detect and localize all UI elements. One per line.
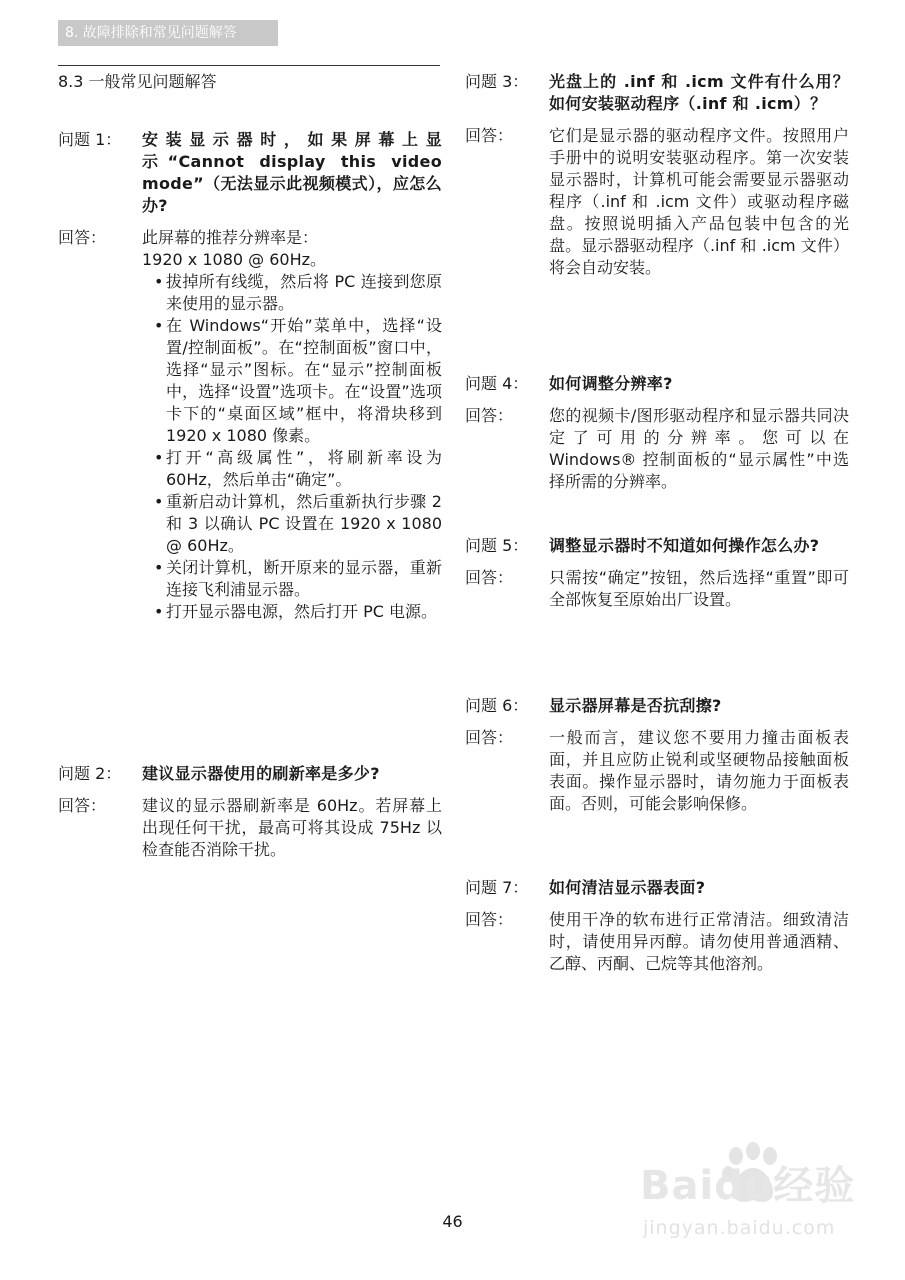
question-row bbox=[465, 71, 849, 115]
question-label: 问题 4： bbox=[465, 374, 529, 393]
question-text: 光盘上的 .inf 和 .icm 文件有什么用？如何安装驱动程序（.inf 和 .icm）？ bbox=[549, 72, 849, 113]
list-item: • 拔掉所有线缆，然后将 PC 连接到您原来使用的显示器。 bbox=[154, 271, 442, 315]
answer-text: 您的视频卡/图形驱动程序和显示器共同决定了可用的分辨率。您可以在 Windows® 控制面板的“显示属性”中选择所需的分辨率。 bbox=[549, 406, 849, 491]
answer-row bbox=[465, 909, 849, 975]
question-label: 问题 6： bbox=[465, 696, 529, 715]
watermark-logo: Baidu经验 bbox=[640, 1163, 856, 1209]
question-label: 问题 1： bbox=[58, 130, 122, 149]
list-item: • 关闭计算机，断开原来的显示器，重新连接飞利浦显示器。 bbox=[154, 557, 442, 601]
answer-row bbox=[465, 567, 849, 611]
question-row bbox=[58, 763, 442, 785]
question-label: 问题 5： bbox=[465, 536, 529, 555]
faq-item-4 bbox=[465, 373, 849, 493]
faq-item-2 bbox=[58, 763, 442, 861]
faq-item-1 bbox=[58, 129, 442, 623]
answer-text: 使用干净的软布进行正常清洁。细致清洁时，请使用异丙醇。请勿使用普通酒精、乙醇、丙酮、己烷等其他溶剂。 bbox=[549, 910, 849, 973]
answer-text bbox=[142, 227, 442, 623]
question-row bbox=[465, 695, 849, 717]
question-row bbox=[465, 535, 849, 557]
answer-text: 只需按“确定”按钮，然后选择“重置”即可全部恢复至原始出厂设置。 bbox=[549, 568, 849, 609]
answer-text: 建议的显示器刷新率是 60Hz。若屏幕上出现任何干扰，最高可将其设成 75Hz 以检查能否消除干扰。 bbox=[142, 796, 442, 859]
watermark-url: jingyan.baidu.com bbox=[643, 1217, 836, 1239]
faq-item-5 bbox=[465, 535, 849, 611]
question-label: 问题 7： bbox=[465, 878, 529, 897]
watermark bbox=[640, 1142, 870, 1252]
answer-text: 一般而言，建议您不要用力撞击面板表面，并且应防止锐利或坚硬物品接触面板表面。操作显示器时，请勿施力于面板表面。否则，可能会影响保修。 bbox=[549, 728, 849, 813]
steps-list bbox=[142, 271, 442, 623]
list-item: • 在 Windows“开始”菜单中，选择“设置/控制面板”。在“控制面板”窗口中，选择“显示”图标。在“显示”控制面板中，选择“设置”选项卡。在“设置”选项卡下的“桌面区域”框中，将滑块移到 1920 x 1080 像素。 bbox=[154, 315, 442, 447]
answer-intro: 此屏幕的推荐分辨率是： bbox=[142, 228, 319, 247]
question-row bbox=[465, 373, 849, 395]
section-title: 8.3 一般常见问题解答 bbox=[58, 72, 217, 91]
chapter-tab: 8. 故障排除和常见问题解答 bbox=[58, 20, 278, 46]
question-text: 建议显示器使用的刷新率是多少? bbox=[142, 764, 380, 783]
answer-label: 回答： bbox=[465, 728, 514, 747]
answer-text: 它们是显示器的驱动程序文件。按照用户手册中的说明安装驱动程序。第一次安装显示器时，计算机可能会需要显示器驱动程序（.inf 和 .icm 文件）或驱动程序磁盘。按照说明插入产品包装中包含的光盘。显示器驱动程序（.inf 和 .icm 文件）将会自动安装。 bbox=[549, 126, 849, 277]
answer-row bbox=[465, 125, 849, 279]
question-text: 如何清洁显示器表面? bbox=[549, 878, 706, 897]
faq-item-6 bbox=[465, 695, 849, 815]
question-row bbox=[465, 877, 849, 899]
list-item: • 打开“高级属性”，将刷新率设为 60Hz，然后单击“确定”。 bbox=[154, 447, 442, 491]
answer-row bbox=[465, 727, 849, 815]
question-label: 问题 2： bbox=[58, 764, 122, 783]
answer-label: 回答： bbox=[465, 568, 514, 587]
answer-label: 回答： bbox=[465, 126, 514, 145]
answer-label: 回答： bbox=[58, 796, 107, 815]
answer-label: 回答： bbox=[465, 406, 514, 425]
question-text: 调整显示器时不知道如何操作怎么办? bbox=[549, 536, 820, 555]
faq-item-7 bbox=[465, 877, 849, 975]
faq-item-3 bbox=[465, 71, 849, 279]
answer-row bbox=[465, 405, 849, 493]
answer-row bbox=[58, 795, 442, 861]
answer-label: 回答： bbox=[465, 910, 514, 929]
page-number: 46 bbox=[442, 1212, 463, 1231]
question-text: 如何调整分辨率? bbox=[549, 374, 673, 393]
list-item: • 重新启动计算机，然后重新执行步骤 2 和 3 以确认 PC 设置在 1920 x 1080 @ 60Hz。 bbox=[154, 491, 442, 557]
section-divider bbox=[58, 65, 440, 66]
question-label: 问题 3： bbox=[465, 72, 529, 91]
answer-row bbox=[58, 227, 442, 623]
question-row bbox=[58, 129, 442, 217]
answer-resolution: 1920 x 1080 @ 60Hz。 bbox=[142, 250, 327, 269]
answer-label: 回答： bbox=[58, 228, 107, 247]
question-text: 安装显示器时，如果屏幕上显示“Cannot display this video mode”（无法显示此视频模式），应怎么办? bbox=[142, 130, 442, 215]
question-text: 显示器屏幕是否抗刮擦? bbox=[549, 696, 722, 715]
list-item: • 打开显示器电源，然后打开 PC 电源。 bbox=[154, 601, 442, 623]
